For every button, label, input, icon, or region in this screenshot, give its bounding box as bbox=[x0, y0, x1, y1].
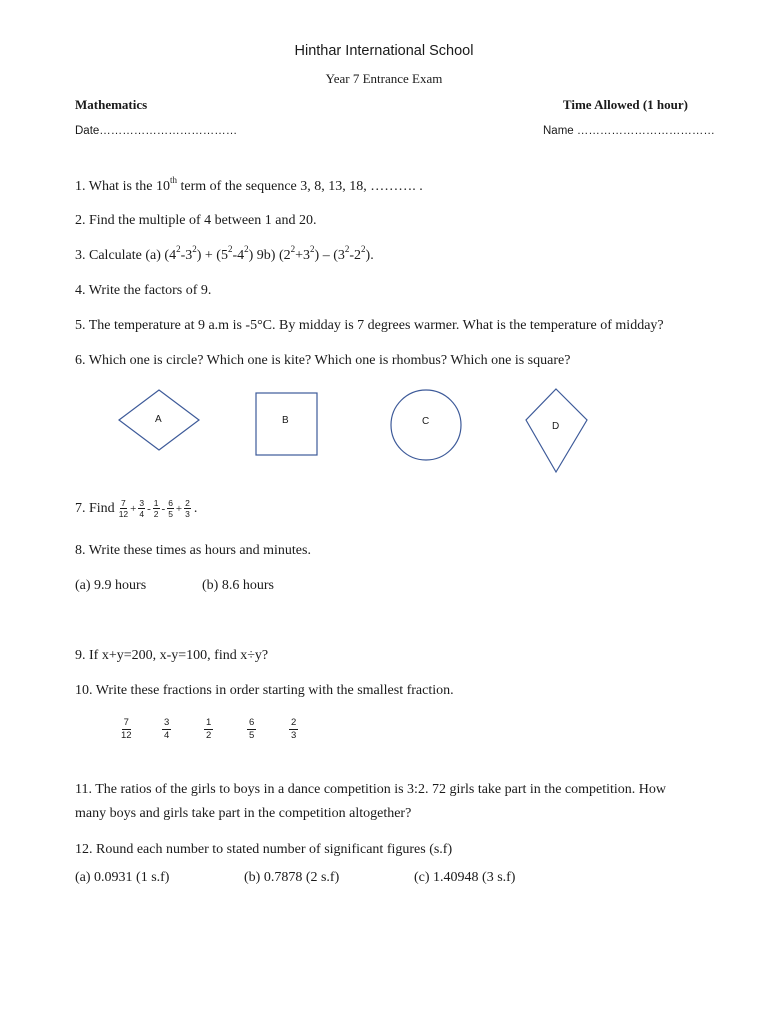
question-11-line-2: many boys and girls take part in the competition altogether? bbox=[75, 806, 412, 821]
q3-part: ) – (3 bbox=[314, 248, 345, 263]
q12-option-a: (a) 0.0931 (1 s.f) bbox=[75, 870, 170, 885]
q7-label: 7. Find bbox=[75, 500, 115, 516]
fraction-numerator: 7 bbox=[121, 498, 126, 508]
q3-part: +3 bbox=[295, 248, 311, 263]
q3-part: ). bbox=[365, 248, 374, 263]
q7-fraction bbox=[138, 498, 145, 519]
question-2: 2. Find the multiple of 4 between 1 and 20. bbox=[75, 213, 317, 228]
fraction-denominator: 2 bbox=[206, 730, 212, 741]
fraction-numerator: 1 bbox=[206, 717, 212, 728]
q7-operator: - bbox=[147, 502, 151, 515]
school-name: Hinthar International School bbox=[294, 43, 474, 59]
q3-exp: 2 bbox=[227, 244, 233, 255]
question-6: 6. Which one is circle? Which one is kite? Which one is rhombus? Which one is square? bbox=[75, 353, 571, 368]
shape-label-b: B bbox=[282, 415, 289, 426]
q1-sup: th bbox=[170, 175, 178, 186]
q1-text-b: term of the sequence 3, 8, 13, 18, ………. . bbox=[177, 179, 423, 194]
square-shape bbox=[256, 393, 317, 455]
fraction-numerator: 3 bbox=[164, 717, 170, 728]
q10-fraction bbox=[247, 717, 256, 742]
fraction-denominator: 3 bbox=[291, 730, 297, 741]
q3-part: -4 bbox=[232, 248, 245, 263]
fraction-denominator: 12 bbox=[118, 509, 129, 519]
question-10: 10. Write these fractions in order starting with the smallest fraction. bbox=[75, 683, 454, 698]
q3-exp: 2 bbox=[176, 244, 181, 255]
subject-label: Mathematics bbox=[75, 97, 148, 112]
q8-option-b: (b) 8.6 hours bbox=[202, 578, 274, 593]
fraction-denominator: 3 bbox=[185, 509, 190, 519]
question-5: 5. The temperature at 9 a.m is -5°C. By midday is 7 degrees warmer. What is the temperature of midday? bbox=[75, 318, 664, 333]
q10-fraction bbox=[289, 717, 298, 742]
q3-exp: 2 bbox=[361, 244, 366, 255]
rhombus-shape bbox=[119, 390, 199, 450]
fraction-numerator: 6 bbox=[168, 498, 173, 508]
question-7 bbox=[75, 498, 197, 519]
fraction-numerator: 3 bbox=[139, 498, 145, 508]
q7-operator: - bbox=[161, 502, 166, 515]
q3-part: -2 bbox=[349, 248, 362, 263]
question-9: 9. If x+y=200, x-y=100, find x÷y? bbox=[75, 648, 269, 663]
q12-option-c: (c) 1.40948 (3 s.f) bbox=[414, 870, 516, 885]
q1-text-a: 1. What is the 10 bbox=[75, 179, 171, 194]
q3-exp: 2 bbox=[244, 244, 249, 255]
question-1 bbox=[75, 175, 423, 195]
q7-end: . bbox=[193, 500, 198, 516]
q10-fraction bbox=[204, 717, 213, 742]
q10-fraction bbox=[162, 717, 171, 742]
fraction-denominator: 5 bbox=[168, 509, 173, 519]
q7-fraction bbox=[119, 498, 128, 519]
q3-exp: 2 bbox=[344, 244, 350, 255]
date-field: Date……………………………… bbox=[75, 125, 238, 137]
shapes-figure bbox=[100, 380, 620, 480]
q7-fraction bbox=[167, 498, 174, 519]
shape-label-d: D bbox=[552, 421, 560, 432]
question-8: 8. Write these times as hours and minutes. bbox=[75, 543, 311, 558]
fraction-numerator: 1 bbox=[153, 498, 159, 508]
q3-exp: 2 bbox=[192, 244, 197, 255]
q7-operator: + bbox=[175, 502, 183, 515]
q7-operator: + bbox=[130, 502, 137, 515]
circle-shape bbox=[391, 390, 461, 460]
q7-fraction bbox=[153, 498, 160, 519]
q7-fraction bbox=[184, 498, 191, 519]
question-3 bbox=[75, 244, 374, 264]
name-field: Name ……………………………… bbox=[543, 125, 715, 137]
fraction-numerator: 7 bbox=[123, 717, 129, 728]
q3-exp: 2 bbox=[290, 244, 296, 255]
question-11-line-1: 11. The ratios of the girls to boys in a dance competition is 3:2. 72 girls take part in the competition. How bbox=[75, 782, 667, 797]
q3-part: ) 9b) (2 bbox=[248, 248, 291, 263]
fraction-numerator: 2 bbox=[291, 717, 297, 728]
shape-label-a: A bbox=[155, 414, 162, 425]
q3-exp: 2 bbox=[310, 244, 315, 255]
question-4: 4. Write the factors of 9. bbox=[75, 283, 212, 298]
fraction-denominator: 4 bbox=[139, 509, 145, 519]
exam-title: Year 7 Entrance Exam bbox=[325, 71, 443, 86]
shape-label-c: C bbox=[422, 416, 430, 427]
fraction-denominator: 2 bbox=[153, 509, 159, 519]
fraction-denominator: 4 bbox=[164, 730, 170, 741]
fraction-denominator: 5 bbox=[249, 730, 255, 741]
q8-option-a: (a) 9.9 hours bbox=[75, 578, 147, 593]
kite-shape bbox=[526, 389, 587, 472]
fraction-numerator: 6 bbox=[249, 717, 255, 728]
time-allowed: Time Allowed (1 hour) bbox=[562, 97, 688, 112]
q10-fraction bbox=[121, 717, 132, 742]
q3-part: -3 bbox=[180, 248, 193, 263]
fraction-numerator: 2 bbox=[185, 498, 190, 508]
fraction-denominator: 12 bbox=[121, 730, 132, 741]
q3-part: 3. Calculate (a) (4 bbox=[75, 248, 177, 263]
question-12: 12. Round each number to stated number of significant figures (s.f) bbox=[75, 842, 453, 857]
q12-option-b: (b) 0.7878 (2 s.f) bbox=[244, 870, 340, 885]
q3-part: ) + (5 bbox=[196, 248, 228, 263]
